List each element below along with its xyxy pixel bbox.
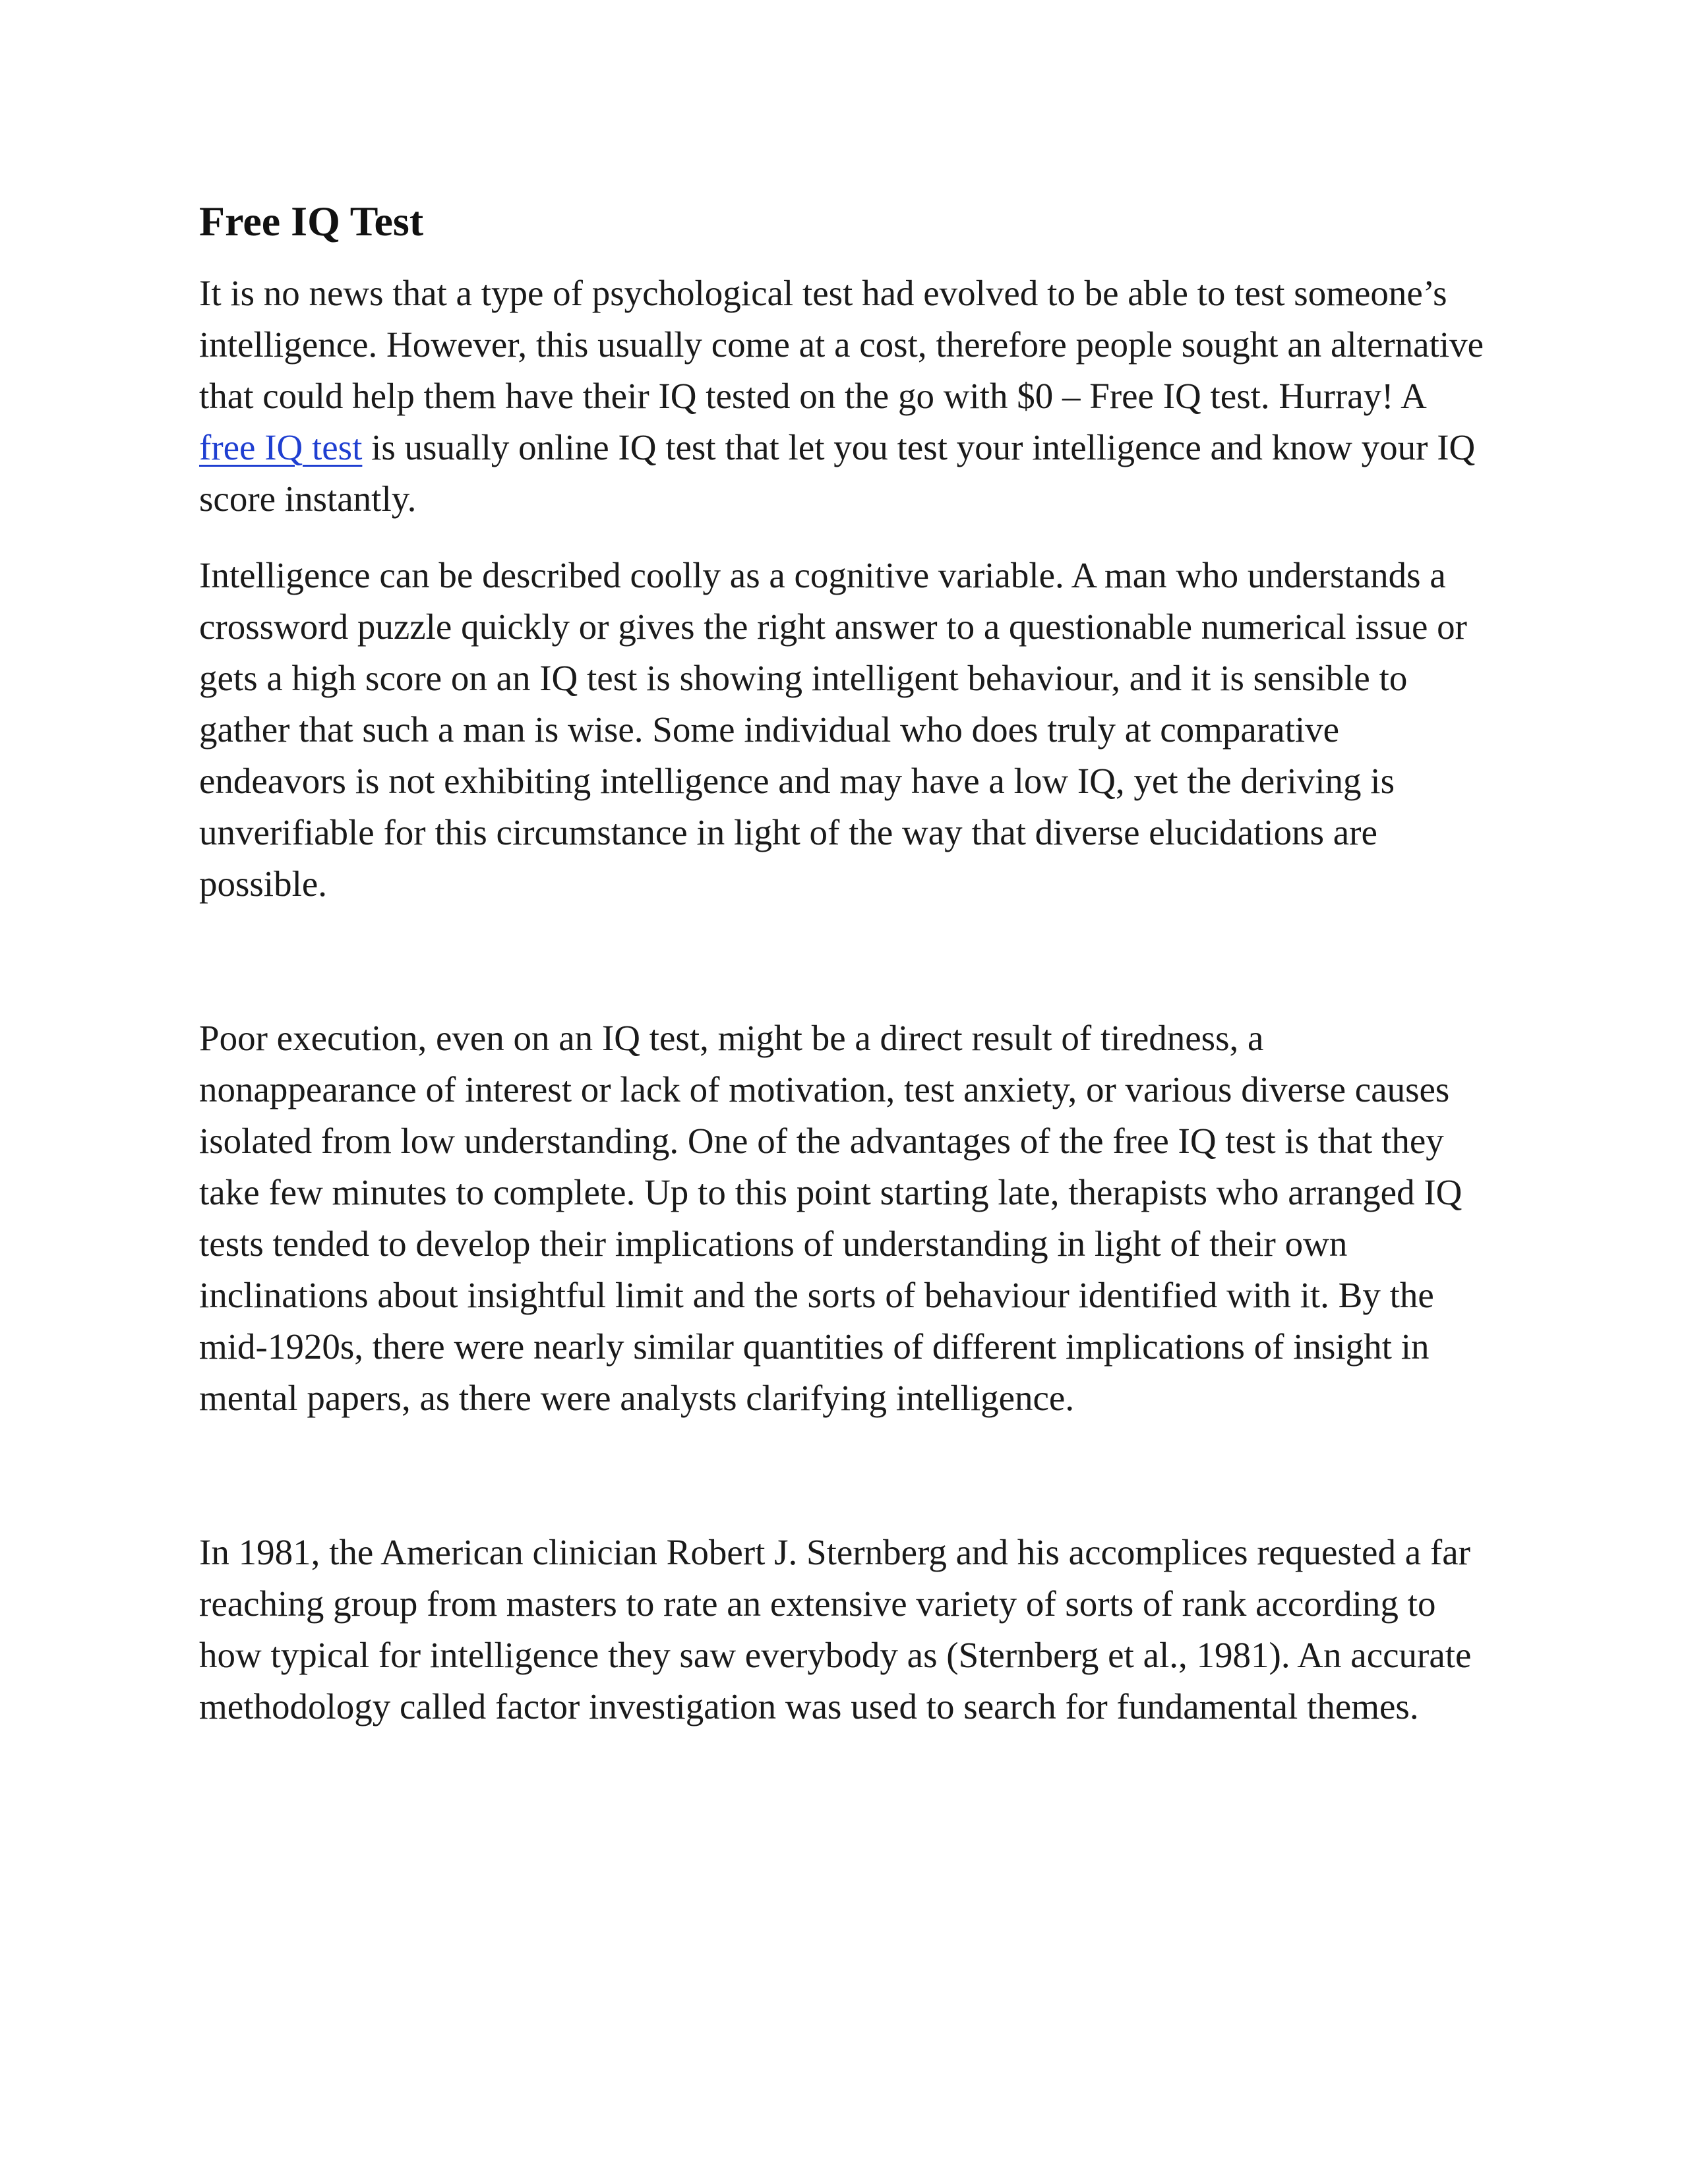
- paragraph-poor-execution: Poor execution, even on an IQ test, might be a direct result of tiredness, a nonappearance of interest or lack of motivation, test anxiety, or various diverse causes isolated from low understanding. One of the advantages of the free IQ test is that they take few minutes to complete. Up to this point starting late, therapists who arranged IQ tests tended to develop their implications of understanding in light of their own inclinations about insightful limit and the sorts of behaviour identified with it. By the mid-1920s, there were nearly similar quantities of different implications of insight in mental papers, as there were analysts clarifying intelligence.: [199, 1018, 1462, 1418]
- free-iq-test-link[interactable]: free IQ test: [199, 427, 363, 467]
- page-title: Free IQ Test: [199, 198, 424, 245]
- paragraph-sternberg: In 1981, the American clinician Robert J. Sternberg and his accomplices requested a far reaching group from masters to rate an extensive variety of sorts of rank according to how typical for intelligence they saw everybody as (Sternberg et al., 1981). An accurate methodology called factor investigation was used to search for fundamental themes.: [199, 1532, 1472, 1727]
- document-body: [199, 195, 1485, 1732]
- paragraph-intro-text-start: It is no news that a type of psychological test had evolved to be able to test someone’s intelligence. However, this usually come at a cost, therefore people sought an alternative that could help them have their IQ tested on the go with $0 – Free IQ test. Hurray! A: [199, 273, 1484, 416]
- paragraph-intro: [199, 268, 1485, 525]
- paragraph-intelligence: Intelligence can be described coolly as a cognitive variable. A man who understands a crossword puzzle quickly or gives the right answer to a questionable numerical issue or gets a high score on an IQ test is showing intelligent behaviour, and it is sensible to gather that such a man is wise. Some individual who does truly at comparative endeavors is not exhibiting intelligence and may have a low IQ, yet the deriving is unverifiable for this circumstance in light of the way that diverse elucidations are possible.: [199, 555, 1467, 904]
- paragraph-intro-text-end: is usually online IQ test that let you test your intelligence and know your IQ score instantly.: [199, 427, 1476, 519]
